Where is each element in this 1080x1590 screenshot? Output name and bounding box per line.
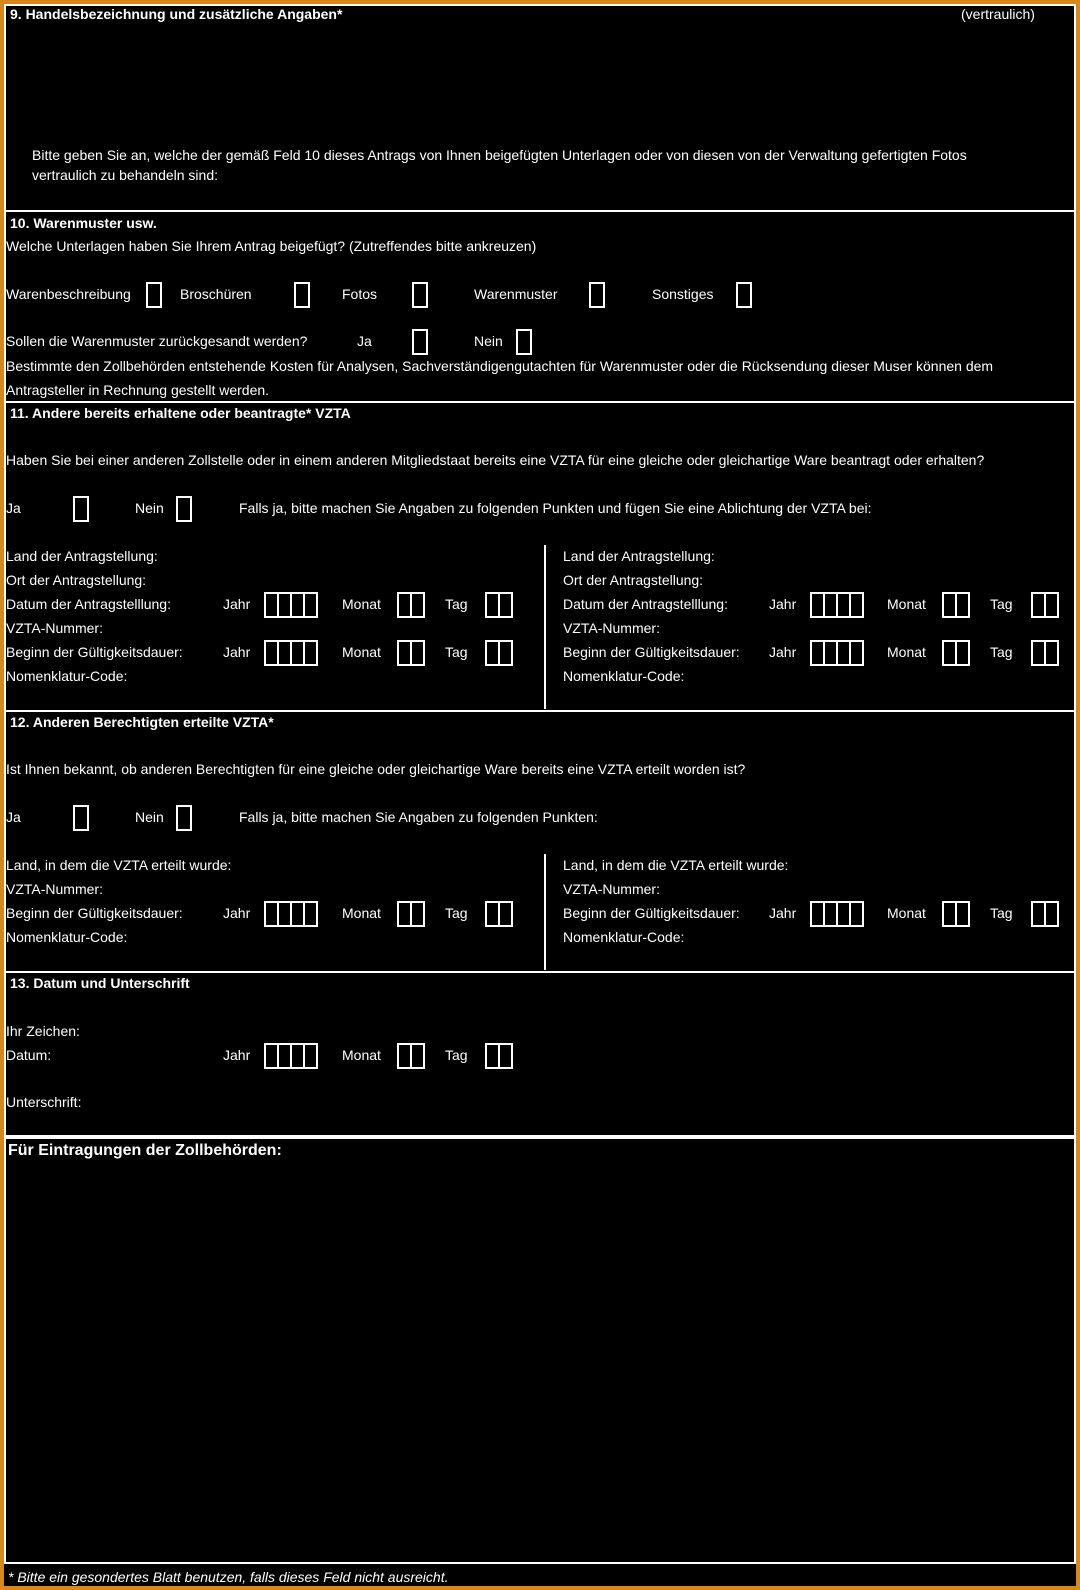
s11-no-label: Nein <box>135 500 164 516</box>
s11-left-datum-label: Datum der Antragstelllung: <box>6 596 171 612</box>
year-label: Jahr <box>223 905 251 921</box>
divider <box>6 971 1074 973</box>
option-label-fotos: Fotos <box>342 286 378 302</box>
section-9-title: 9. Handelsbezeichnung und zusätzliche Angaben* <box>10 6 343 22</box>
s12-right-nummer-label: VZTA-Nummer: <box>563 881 660 897</box>
checkbox-warenbeschreibung[interactable] <box>146 282 162 308</box>
section-12-question: Ist Ihnen bekannt, ob anderen Berechtigten für eine gleiche oder gleichartige Ware bereits eine VZTA erteilt worden ist? <box>6 761 746 777</box>
checkbox-sonstiges[interactable] <box>736 282 752 308</box>
s12-right-beginn-day-input[interactable] <box>1031 901 1059 927</box>
official-use-title: Für Eintragungen der Zollbehörden: <box>8 1142 282 1159</box>
return-yes-label: Ja <box>357 333 372 349</box>
option-label-warenbeschreibung: Warenbeschreibung <box>6 286 131 302</box>
costs-note <box>6 354 993 402</box>
option-label-warenmuster: Warenmuster <box>474 286 558 302</box>
checkbox-s12-no[interactable] <box>176 805 192 831</box>
s12-left-nummer-label: VZTA-Nummer: <box>6 881 103 897</box>
s12-right-beginn-label: Beginn der Gültigkeitsdauer: <box>563 905 740 921</box>
s12-right-beginn-year-input[interactable] <box>810 901 864 927</box>
s11-left-ort-label: Ort der Antragstellung: <box>6 572 147 588</box>
year-label: Jahr <box>223 1047 251 1063</box>
month-label: Monat <box>342 1047 381 1063</box>
section-12-title: 12. Anderen Berechtigten erteilte VZTA* <box>10 714 274 730</box>
s11-right-nummer-label: VZTA-Nummer: <box>563 620 660 636</box>
checkbox-fotos[interactable] <box>412 282 428 308</box>
documents-question: Welche Unterlagen haben Sie Ihrem Antrag beigefügt? (Zutreffendes bitte ankreuzen) <box>6 238 537 254</box>
year-label: Jahr <box>223 644 251 660</box>
confidential-label: (vertraulich) <box>961 6 1035 22</box>
day-label: Tag <box>445 1047 468 1063</box>
reference-label: Ihr Zeichen: <box>6 1023 80 1039</box>
s12-left-beginn-month-input[interactable] <box>397 901 425 927</box>
s11-left-beginn-month-input[interactable] <box>397 640 425 666</box>
checkbox-return-no[interactable] <box>516 329 532 355</box>
section-11-title: 11. Andere bereits erhaltene oder beantragte* VZTA <box>10 405 351 421</box>
official-use-area <box>6 1139 1074 1565</box>
signature-label: Unterschrift: <box>6 1094 82 1110</box>
s11-left-datum-month-input[interactable] <box>397 592 425 618</box>
return-question: Sollen die Warenmuster zurückgesandt werden? <box>6 333 308 349</box>
month-label: Monat <box>887 596 926 612</box>
checkbox-broschueren[interactable] <box>294 282 310 308</box>
checkbox-s11-no[interactable] <box>176 496 192 522</box>
date-label: Datum: <box>6 1047 52 1063</box>
s11-right-datum-label: Datum der Antragstelllung: <box>563 596 728 612</box>
month-label: Monat <box>342 596 381 612</box>
s11-if-yes-note: Falls ja, bitte machen Sie Angaben zu folgenden Punkten und fügen Sie eine Ablichtung der VZTA bei: <box>239 500 872 516</box>
s13-date-year-input[interactable] <box>264 1043 318 1069</box>
year-label: Jahr <box>769 905 797 921</box>
divider <box>6 710 1074 712</box>
s11-right-beginn-year-input[interactable] <box>810 640 864 666</box>
day-label: Tag <box>445 596 468 612</box>
month-label: Monat <box>887 644 926 660</box>
column-divider <box>544 545 546 709</box>
day-label: Tag <box>990 905 1013 921</box>
s11-left-nummer-label: VZTA-Nummer: <box>6 620 103 636</box>
s12-if-yes-note: Falls ja, bitte machen Sie Angaben zu folgenden Punkten: <box>239 809 598 825</box>
s12-yes-label: Ja <box>6 809 21 825</box>
s11-right-ort-label: Ort der Antragstellung: <box>563 572 704 588</box>
s12-left-code-label: Nomenklatur-Code: <box>6 929 128 945</box>
s11-right-datum-month-input[interactable] <box>942 592 970 618</box>
return-no-label: Nein <box>474 333 503 349</box>
section-11-question: Haben Sie bei einer anderen Zollstelle oder in einem anderen Mitgliedstaat bereits eine VZTA für eine gleiche oder gleichartige Ware beantragt oder erhalten? <box>6 452 985 468</box>
section-9-note <box>32 145 967 185</box>
s12-right-code-label: Nomenklatur-Code: <box>563 929 685 945</box>
column-divider <box>544 854 546 970</box>
s13-date-day-input[interactable] <box>485 1043 513 1069</box>
day-label: Tag <box>990 644 1013 660</box>
s11-right-datum-day-input[interactable] <box>1031 592 1059 618</box>
costs-note-line-1: Bestimmte den Zollbehörden entstehende Kosten für Analysen, Sachverständigengutachten für Warenmuster oder die Rücksendung dieser Muser können dem <box>6 358 994 374</box>
s11-right-beginn-day-input[interactable] <box>1031 640 1059 666</box>
section-9-note-line-2: vertraulich zu behandeln sind: <box>32 167 219 183</box>
checkbox-s12-yes[interactable] <box>73 805 89 831</box>
checkbox-return-yes[interactable] <box>412 329 428 355</box>
divider <box>6 401 1074 403</box>
s11-left-beginn-year-input[interactable] <box>264 640 318 666</box>
s12-left-beginn-day-input[interactable] <box>485 901 513 927</box>
month-label: Monat <box>887 905 926 921</box>
month-label: Monat <box>342 644 381 660</box>
s11-left-datum-day-input[interactable] <box>485 592 513 618</box>
s13-date-month-input[interactable] <box>397 1043 425 1069</box>
s12-left-beginn-year-input[interactable] <box>264 901 318 927</box>
s11-left-beginn-day-input[interactable] <box>485 640 513 666</box>
checkbox-s11-yes[interactable] <box>73 496 89 522</box>
checkbox-warenmuster[interactable] <box>589 282 605 308</box>
section-10-title: 10. Warenmuster usw. <box>10 215 157 231</box>
day-label: Tag <box>445 644 468 660</box>
s12-right-beginn-month-input[interactable] <box>942 901 970 927</box>
s11-right-land-label: Land der Antragstellung: <box>563 548 715 564</box>
s11-right-beginn-month-input[interactable] <box>942 640 970 666</box>
section-9-note-line-1: Bitte geben Sie an, welche der gemäß Feld 10 dieses Antrags von Ihnen beigefügten Unterlagen oder von diesen von der Verwaltung gefertigten Fotos <box>32 147 967 163</box>
section-13-title: 13. Datum und Unterschrift <box>10 975 190 991</box>
footnote: * Bitte ein gesondertes Blatt benutzen, falls dieses Feld nicht ausreicht. <box>8 1569 449 1585</box>
year-label: Jahr <box>223 596 251 612</box>
s11-left-beginn-label: Beginn der Gültigkeitsdauer: <box>6 644 183 660</box>
s11-yes-label: Ja <box>6 500 21 516</box>
divider <box>6 210 1074 212</box>
s11-left-datum-year-input[interactable] <box>264 592 318 618</box>
s11-right-datum-year-input[interactable] <box>810 592 864 618</box>
day-label: Tag <box>445 905 468 921</box>
costs-note-line-2: Antragsteller in Rechnung gestellt werden. <box>6 382 270 398</box>
s11-left-land-label: Land der Antragstellung: <box>6 548 158 564</box>
month-label: Monat <box>342 905 381 921</box>
s12-left-beginn-label: Beginn der Gültigkeitsdauer: <box>6 905 183 921</box>
option-label-broschueren: Broschüren <box>180 286 252 302</box>
s11-left-code-label: Nomenklatur-Code: <box>6 668 128 684</box>
s12-right-land-label: Land, in dem die VZTA erteilt wurde: <box>563 857 789 873</box>
s11-right-code-label: Nomenklatur-Code: <box>563 668 685 684</box>
year-label: Jahr <box>769 596 797 612</box>
option-label-sonstiges: Sonstiges <box>652 286 714 302</box>
year-label: Jahr <box>769 644 797 660</box>
day-label: Tag <box>990 596 1013 612</box>
s11-right-beginn-label: Beginn der Gültigkeitsdauer: <box>563 644 740 660</box>
s12-no-label: Nein <box>135 809 164 825</box>
s12-left-land-label: Land, in dem die VZTA erteilt wurde: <box>6 857 232 873</box>
